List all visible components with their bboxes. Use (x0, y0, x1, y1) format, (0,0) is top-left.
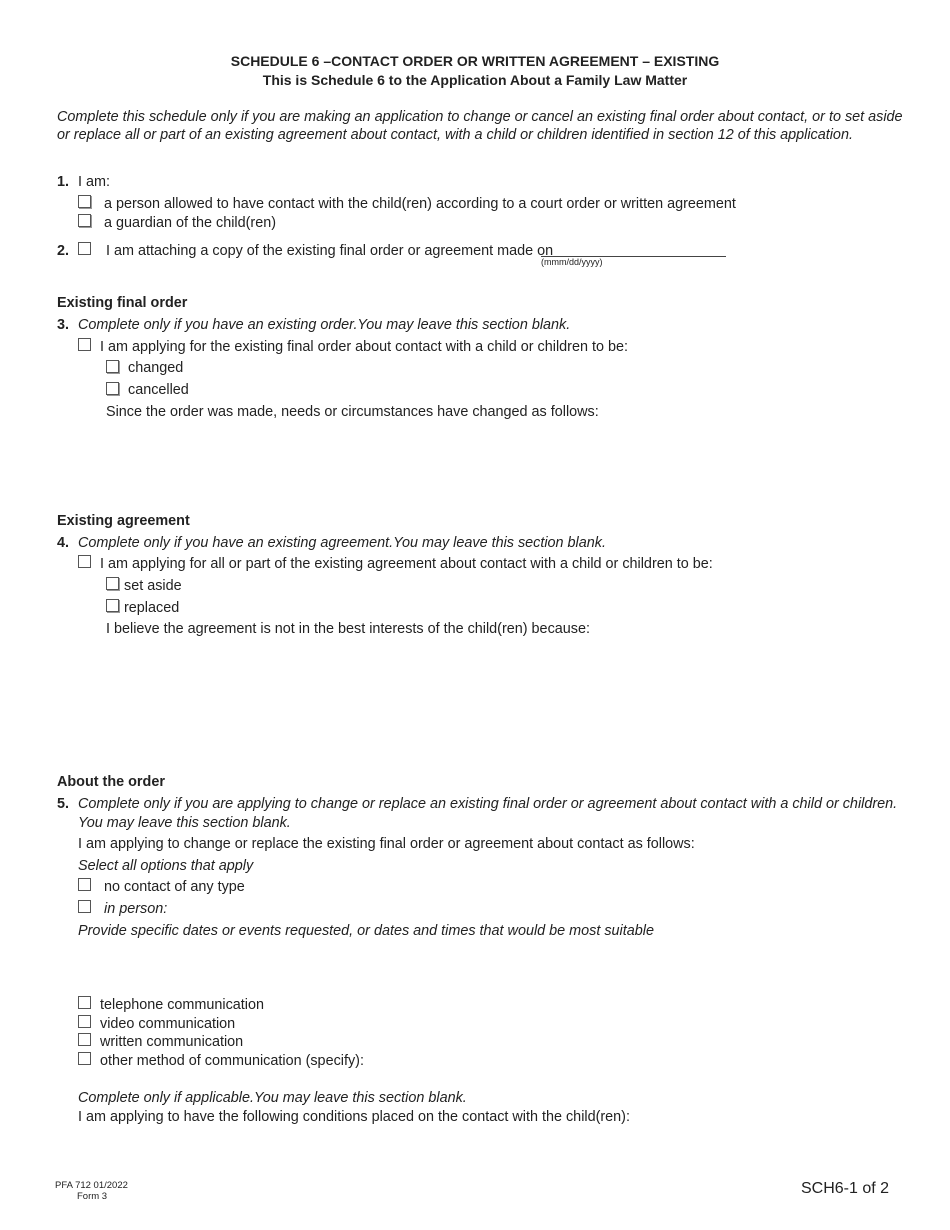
form-number: Form 3 (77, 1191, 108, 1202)
option-written: written communication (100, 1034, 244, 1050)
section-3-number: 3. (57, 317, 70, 333)
checkbox-applying-agreement[interactable] (78, 555, 91, 568)
heading-existing-final-order: Existing final order (57, 295, 188, 311)
section-1-number: 1. (57, 174, 70, 190)
intro-line-1: Complete this schedule only if you are making an application to change or cancel an existing final order about contact, or to set aside (57, 109, 903, 125)
option-replaced: replaced (124, 600, 180, 616)
checkbox-telephone[interactable] (78, 996, 91, 1009)
believe-text: I believe the agreement is not in the best interests of the child(ren) because: (106, 621, 590, 637)
provide-dates-text: Provide specific dates or events requested, or dates and times that would be most suitable (78, 923, 654, 939)
select-options-text: Select all options that apply (78, 858, 254, 874)
heading-existing-agreement: Existing agreement (57, 513, 190, 529)
checkbox-contact-person[interactable] (78, 195, 91, 208)
applying-change-text: I am applying to change or replace the existing final order or agreement about contact as follows: (78, 836, 695, 852)
applying-order-text: I am applying for the existing final order about contact with a child or children to be: (100, 339, 628, 355)
section-2-number: 2. (57, 243, 70, 259)
checkbox-other[interactable] (78, 1052, 91, 1065)
checkbox-changed[interactable] (106, 360, 119, 373)
page-subtitle: This is Schedule 6 to the Application About a Family Law Matter (262, 72, 688, 88)
attaching-copy-text: I am attaching a copy of the existing final order or agreement made on (106, 243, 554, 259)
checkbox-in-person[interactable] (78, 900, 91, 913)
section-1-label: I am: (78, 174, 110, 190)
option-telephone: telephone communication (100, 997, 264, 1013)
checkbox-video[interactable] (78, 1015, 91, 1028)
option-guardian: a guardian of the child(ren) (104, 215, 276, 231)
section-5-instructions-1: Complete only if you are applying to change or replace an existing final order or agreement about contact with a child or children. (78, 796, 898, 812)
page-number: SCH6-1 of 2 (801, 1180, 890, 1197)
page-title: SCHEDULE 6 –CONTACT ORDER OR WRITTEN AGREEMENT – EXISTING (230, 53, 720, 69)
option-changed: changed (128, 360, 184, 376)
section-5-instructions-2: You may leave this section blank. (78, 815, 291, 831)
checkbox-attaching-copy[interactable] (78, 242, 91, 255)
checkbox-written[interactable] (78, 1033, 91, 1046)
section-3-instructions: Complete only if you have an existing order.You may leave this section blank. (78, 317, 571, 333)
option-other: other method of communication (specify): (100, 1053, 364, 1069)
option-set-aside: set aside (124, 578, 182, 594)
checkbox-guardian[interactable] (78, 214, 91, 227)
intro-line-2: or replace all or part of an existing agreement about contact, with a child or children identified in section 12 of this application. (57, 127, 853, 143)
since-order-text: Since the order was made, needs or circumstances have changed as follows: (106, 404, 599, 420)
option-in-person: in person: (104, 901, 168, 917)
option-no-contact: no contact of any type (104, 879, 245, 895)
checkbox-cancelled[interactable] (106, 382, 119, 395)
section-4-number: 4. (57, 535, 70, 551)
checkbox-set-aside[interactable] (106, 577, 119, 590)
section-5-number: 5. (57, 796, 70, 812)
heading-about-the-order: About the order (57, 774, 165, 790)
date-hint: (mmm/dd/yyyy) (541, 257, 603, 267)
form-code: PFA 712 01/2022 (55, 1180, 128, 1191)
checkbox-no-contact[interactable] (78, 878, 91, 891)
checkbox-replaced[interactable] (106, 599, 119, 612)
section-4-instructions: Complete only if you have an existing agreement.You may leave this section blank. (78, 535, 606, 551)
option-cancelled: cancelled (128, 382, 189, 398)
conditions-text: I am applying to have the following conditions placed on the contact with the child(ren): (78, 1109, 630, 1125)
option-video: video communication (100, 1016, 236, 1032)
option-contact-person: a person allowed to have contact with the child(ren) according to a court order or written agreement (104, 196, 736, 212)
applying-agreement-text: I am applying for all or part of the existing agreement about contact with a child or children to be: (100, 556, 713, 572)
conditions-instructions: Complete only if applicable.You may leave this section blank. (78, 1090, 467, 1106)
checkbox-applying-order[interactable] (78, 338, 91, 351)
